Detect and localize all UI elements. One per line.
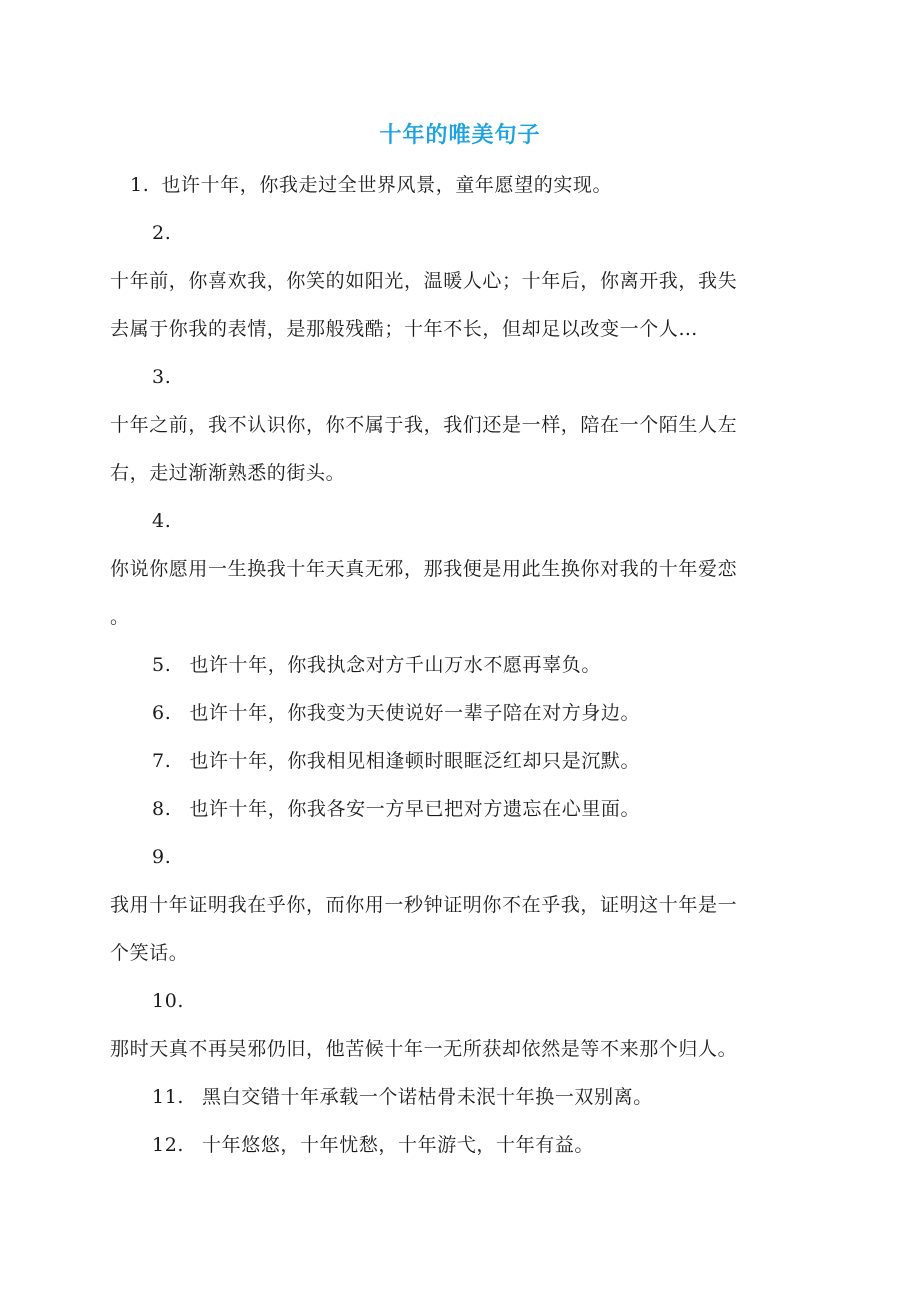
item-number: 6. xyxy=(152,702,172,724)
item-number: 2. xyxy=(152,222,172,244)
list-item-9-line-1: 我用十年证明我在乎你，而你用一秒钟证明你不在乎我，证明这十年是一 xyxy=(110,894,738,916)
item-text: 也许十年，你我走过全世界风景，童年愿望的实现。 xyxy=(161,174,613,196)
item-number: 12. xyxy=(152,1134,185,1156)
list-item-9-number xyxy=(152,844,171,870)
item-number: 10. xyxy=(152,990,185,1012)
list-item-9-line-2: 个笑话。 xyxy=(110,942,189,964)
list-item-6 xyxy=(152,700,640,726)
list-item-10-number xyxy=(152,988,184,1014)
list-item-4-line-1: 你说你愿用一生换我十年天真无邪，那我便是用此生换你对我的十年爱恋 xyxy=(110,558,738,580)
item-number: 1. xyxy=(130,174,150,196)
item-text: 也许十年，你我相见相逢顿时眼眶泛红却只是沉默。 xyxy=(189,750,641,772)
item-number: 3. xyxy=(152,366,172,388)
item-text: 也许十年，你我变为天使说好一辈子陪在对方身边。 xyxy=(189,702,641,724)
item-text: 也许十年，你我执念对方千山万水不愿再辜负。 xyxy=(189,654,601,676)
item-number: 9. xyxy=(152,846,172,868)
list-item-8 xyxy=(152,796,640,822)
list-item-2-line-2: 去属于你我的表情，是那般残酷；十年不长，但却足以改变一个人… xyxy=(110,318,699,340)
list-item-10-line-1: 那时天真不再吴邪仍旧，他苦候十年一无所获却依然是等不来那个归人。 xyxy=(110,1038,738,1060)
item-text: 也许十年，你我各安一方早已把对方遗忘在心里面。 xyxy=(189,798,641,820)
item-text: 黑白交错十年承载一个诺枯骨未泯十年换一双别离。 xyxy=(202,1086,653,1108)
list-item-3-line-1: 十年之前，我不认识你，你不属于我，我们还是一样，陪在一个陌生人左 xyxy=(110,414,738,436)
list-item-2-line-1: 十年前，你喜欢我，你笑的如阳光，温暖人心；十年后，你离开我，我失 xyxy=(110,270,738,292)
list-item-3-number xyxy=(152,364,171,390)
list-item-12 xyxy=(152,1132,594,1158)
list-item-7 xyxy=(152,748,640,774)
list-item-4-line-2: 。 xyxy=(110,606,130,628)
item-number: 11. xyxy=(152,1086,185,1108)
item-number: 5. xyxy=(152,654,172,676)
item-number: 8. xyxy=(152,798,172,820)
item-number: 4. xyxy=(152,510,172,532)
list-item-4-number xyxy=(152,508,171,534)
list-item-5 xyxy=(152,652,601,678)
list-item-3-line-2: 右，走过渐渐熟悉的街头。 xyxy=(110,462,346,484)
list-item-1 xyxy=(130,172,612,198)
list-item-2-number xyxy=(152,220,171,246)
item-text: 十年悠悠，十年忧愁，十年游弋，十年有益。 xyxy=(202,1134,595,1156)
document-title: 十年的唯美句子 xyxy=(379,123,541,148)
list-item-11 xyxy=(152,1084,653,1110)
item-number: 7. xyxy=(152,750,172,772)
